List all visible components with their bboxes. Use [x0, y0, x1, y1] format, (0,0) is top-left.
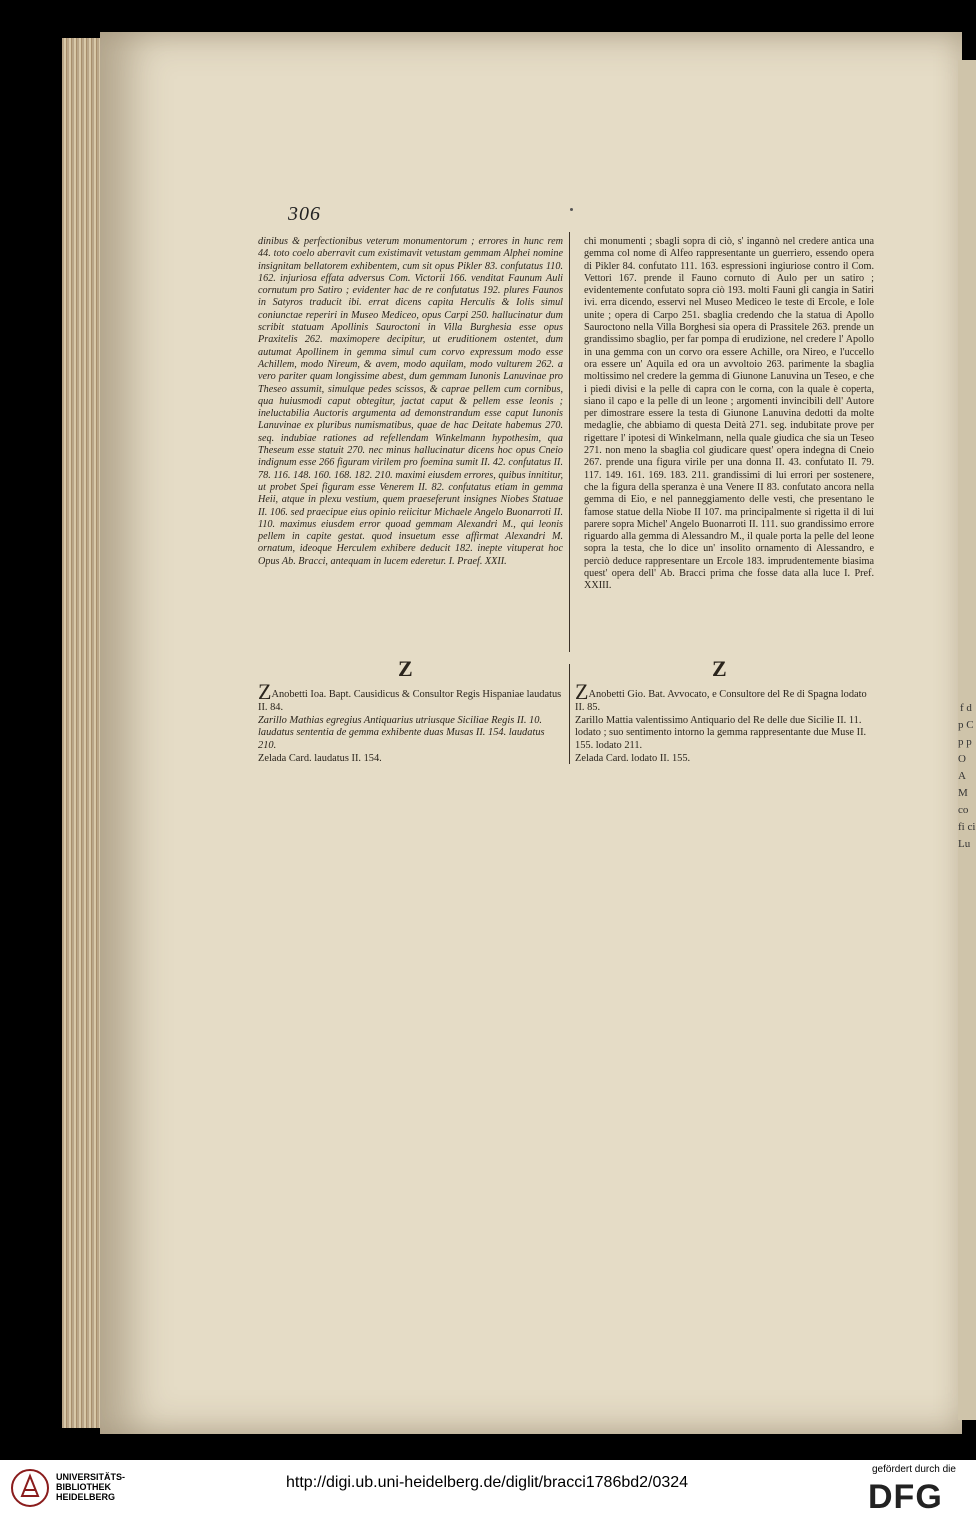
- funding-note: gefördert durch die: [872, 1464, 956, 1475]
- index-entry: [575, 715, 875, 753]
- drop-initial: Z: [575, 679, 589, 704]
- section-letter-latin: Z: [398, 656, 413, 681]
- facing-page-strip: f d p C p p O A M co fi ci Lu: [958, 60, 976, 1420]
- permalink-url[interactable]: http://digi.ub.uni-heidelberg.de/diglit/bracci1786bd2/0324: [286, 1474, 689, 1491]
- entries-divider: [569, 664, 570, 764]
- entry-text: Zelada Card. lodato II. 155.: [575, 752, 691, 764]
- latin-column: dinibus & perfectionibus veterum monumentorum ; errores in hunc rem 44. toto coelo aberravit cum existimavit vetustam gemmam Alphei nomine insignitam bellatorem exhibentem, cum sit opus Pikler 83. confutatus 110. 162. injuriosa effata adversus Com. Victorii 166. venditat Faunum Auli cornutum pro Satiro ; evidenter hac de re confutatus 192. plures Faunos in Satyros traducit ibi. errat dicens capita Herculis & Iolis simul coniunctae reperiri in Museo Mediceo, opus Carpi 250. hallucinatur dum scribit statuam Apollinis Sauroctoni in Villa Burghesia esse opus Praxitelis 262. maximopere decipitur, ut eruditionem ostentet, dum autumat Apollinem in gemma simul cum corvo expressum modo esse Achillem, modo Nireum, & avem, modo aquilam, modo vulturem 262. a vero pariter quam longissime abest, dum gemmam Iunonis Lanuvinae pro Theseo assumit, simulque pedes scissos, & caprae pellem cum cornibus, qua huiusmodi caput obtegitur, jactat caput & pellem esse leonis ; ineluctabilia Auctoris argumenta ad demonstrandum esse caput Iunonis Lanuvinae ex pluribus numismatibus, quae de hac Deitate habemus 270. seq. indubiae rationes ad refellendam Winkelmann hypothesim, qua Theseum esse statuit 270. nec minus hallucinatur dicens hoc opus Cneio indignum esse 266 figuram virilem pro foemina sumit II. 42. confutatus II. 78. 116. 148. 160. 168. 182. 210. maximi eiusdem errores, quibus innititur, ut probet Spei figuram esse Venerem II. 82. confutatus etiam in gemma Heii, atque in plexu vestium, quem praeseferunt insignes Niobes Statuae II. 106. sed praecipue eius opinio reiicitur Michaele Angelo Buonarroti II. 110. maximus eiusdem error quoad gemmam Alexandri M., qui leonis pellem in capite gestat. quod insuetum esse affirmat Alexandri M. ornatum, ideoque Herculem exhibere deducit 182. inepte vituperat hoc Opus Ab. Bracci, antequam in lucem ederetur. I. Praef. XXII.: [258, 236, 563, 567]
- entry-text: Anobetti Gio. Bat. Avvocato, e Consultore del Re di Spagna lodato II. 85.: [575, 689, 867, 713]
- section-letter-italian: Z: [712, 656, 727, 681]
- entry-text: Zarillo Mathias egregius Antiquarius utriusque Siciliae Regis II. 10. laudatus sententia de gemma exhibente duas Musas II. 154. laudatus 210.: [258, 714, 545, 752]
- dfg-logo: DFG: [868, 1478, 943, 1516]
- italian-index-entries: [575, 679, 875, 766]
- italian-column: chi monumenti ; sbagli sopra di ciò, s' ingannò nel credere antica una gemma col nome di Alfeo rappresentante un guerriero, essendo opera di Pikler 84. confutato 111. 163. espressioni ingiuriose contro il Com. Vettori 167. prende il Fauno cornuto di Aulo per un satiro ; evidentemente confutato sopra ciò 193. molti Fauni gli cangia in Satiri ivi. erra dicendo, esservi nel Museo Mediceo le teste di Ercole, e Iole unite ; opera di Carpo 251. sbaglia credendo che la statua di Apollo Sauroctono nella Villa Borghesi sia opera di Prassitele 263. prende un grandissimo sbaglio, per far pompa di erudizione, nel credere l' Apollo in una gemma con un corvo ora essere Achille, ora Nireo, e l'uccello ora essere un' Aquila ed ora un avvoltoio 263. parimente la sbaglia moltissimo nel credere la gemma di Giunone Lanuvina un Teseo, e che i piedi divisi e la pelle di capra con le corna, con la quale è coperta, siano il capo e la pelle di un leone ; argomenti invincibili dell' Autore per dimostrare essere la testa di Giunone Lanuvina dedotti da molte medaglie, che abbiamo di questa Deità 271. seg. indubitate prove per rigettare l' ipotesi di Winkelmann, nella quale giudica che sia un Teseo 271. non meno la sbaglia col giudicare quest' opera indegna di Cneio 267. prende una figura virile per una donna II. 43. confutato II. 79. 117. 149. 161. 169. 183. 211. grandissimi di lui errori per sostenere, che la figura della speranza è una Venere II 83. confutato ancora nella gemma di Eio, e nel panneggiamento delle vesti, che presentano le famose statue della Niobe II 107. ma principalmente si rigetta il di lui parere sopra Michel' Angelo Buonarroti II. 111. suo grandissimo errore riguardo alla gemma di Alessandro M., il quale porta la pelle del leone sopra la testa, che lo dice un' insolito ornamento di Alessandro, e perciò deduce rappresentare un Ercole 183. imprudentemente biasima quest' opera dell' Ab. Bracci prima che fosse data alla luce I. Pref. XXIII.: [584, 236, 874, 592]
- index-entry: [258, 753, 563, 766]
- entry-text: Anobetti Ioa. Bapt. Causidicus & Consultor Regis Hispaniae laudatus II. 84.: [258, 689, 562, 713]
- latin-index-entries: [258, 679, 563, 766]
- university-seal-icon: [10, 1468, 50, 1508]
- library-name: [56, 1472, 125, 1502]
- ink-dot: [570, 208, 573, 211]
- page-number: 306: [288, 203, 321, 225]
- drop-initial: Z: [258, 679, 272, 704]
- library-name-line: UNIVERSITÄTS-: [56, 1472, 126, 1482]
- viewer-footer: [0, 1460, 976, 1518]
- entry-text: Zarillo Mattia valentissimo Antiquario del Re delle due Sicilie II. 11. lodato ; suo sentimento intorno la gemma rappresentante due Muse II. 155. lodato 211.: [575, 714, 867, 752]
- library-name-line: BIBLIOTHEK: [56, 1482, 111, 1492]
- index-entry: [258, 715, 563, 753]
- index-entry: [575, 679, 875, 715]
- index-entry: [258, 679, 563, 715]
- index-entry: [575, 753, 875, 766]
- column-divider: [569, 232, 570, 652]
- library-name-line: HEIDELBERG: [56, 1492, 116, 1502]
- entry-text: Zelada Card. laudatus II. 154.: [258, 752, 382, 764]
